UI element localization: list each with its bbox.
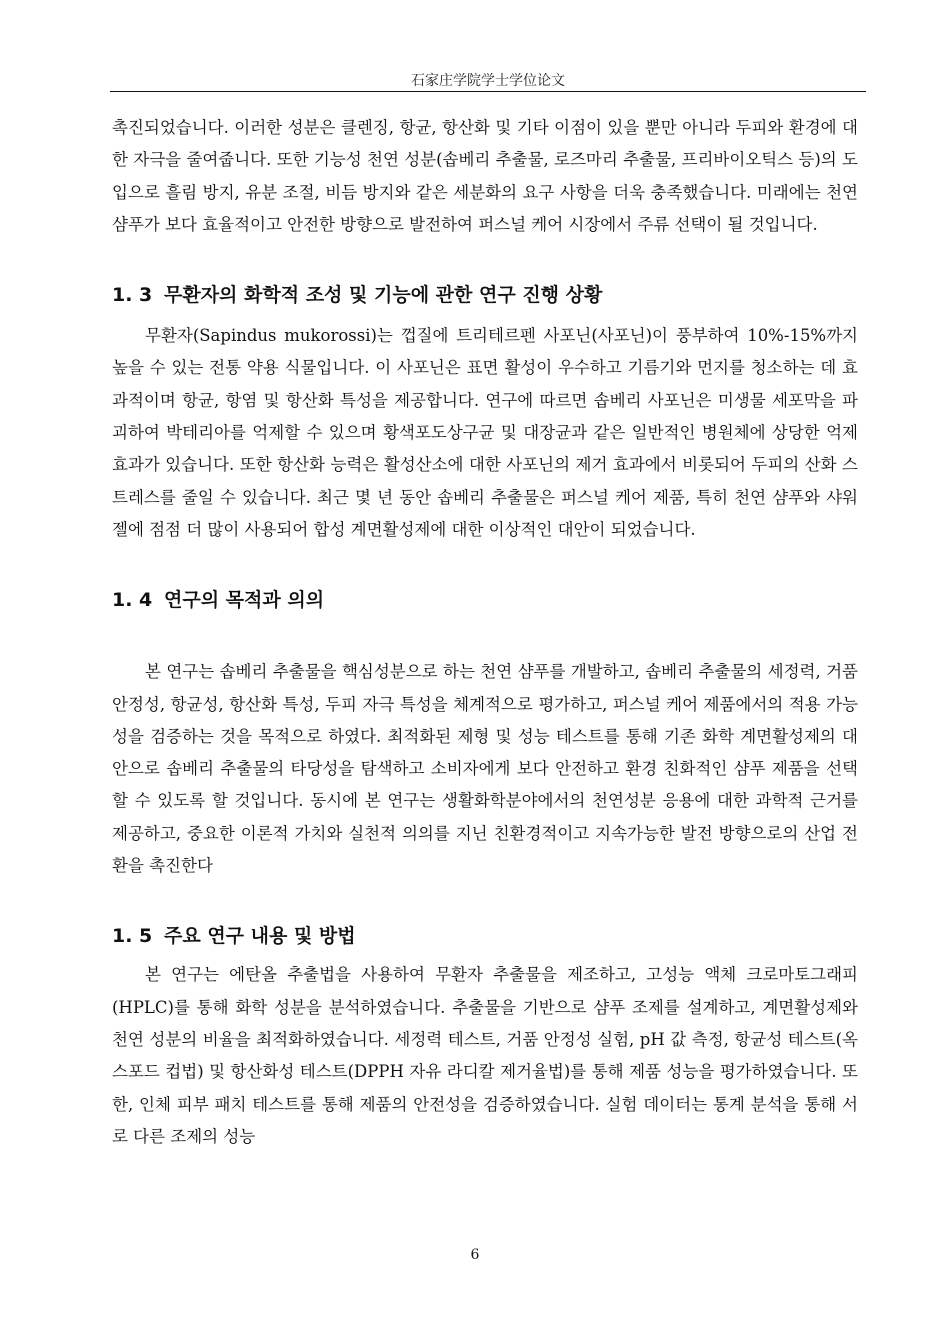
page-number: 6: [470, 1247, 480, 1263]
section-heading-1-5: [112, 920, 858, 952]
section-number: 1. 3: [112, 284, 153, 307]
section-heading-1-3: [112, 279, 858, 311]
section-paragraph-1-3: 무환자(Sapindus mukorossi)는 껍질에 트리테르펜 사포닌(사포닌)이 풍부하여 10%-15%까지 높을 수 있는 전통 약용 식물입니다. 이 사포닌은 표면 활성이 우수하고 기름기와 먼지를 청소하는 데 효과적이며 항균, 항염 및 항산화 특성을 제공합니다. 연구에 따르면 솝베리 사포닌은 미생물 세포막을 파괴하여 박테리아를 억제할 수 있으며 황색포도상구균 및 대장균과 같은 일반적인 병원체에 상당한 억제 효과가 있습니다. 또한 항산화 능력은 활성산소에 대한 사포닌의 제거 효과에서 비롯되어 두피의 산화 스트레스를 줄일 수 있습니다. 최근 몇 년 동안 솝베리 추출물은 퍼스널 케어 제품, 특히 천연 샴푸와 샤워 젤에 점점 더 많이 사용되어 합성 계면활성제에 대한 이상적인 대안이 되었습니다.: [112, 326, 859, 539]
section-title: 주요 연구 내용 및 방법: [164, 925, 356, 948]
section-paragraph-1-4: 본 연구는 솝베리 추출물을 핵심성분으로 하는 천연 샴푸를 개발하고, 솝베리 추출물의 세정력, 거품 안정성, 항균성, 항산화 특성, 두피 자극 특성을 체계적으로 평가하고, 퍼스널 케어 제품에서의 적용 가능성을 검증하는 것을 목적으로 하였다. 최적화된 제형 및 성능 테스트를 통해 기존 화학 계면활성제의 대안으로 솝베리 추출물의 타당성을 탐색하고 소비자에게 보다 안전하고 환경 친화적인 샴푸 제품을 선택할 수 있도록 할 것입니다. 동시에 본 연구는 생활화학분야에서의 천연성분 응용에 대한 과학적 근거를 제공하고, 중요한 이론적 가치와 실천적 의의를 지닌 친환경적이고 지속가능한 발전 방향으로의 산업 전환을 촉진한다: [112, 662, 859, 876]
section-number: 1. 4: [112, 589, 153, 612]
section-heading-1-4: [112, 584, 858, 616]
section-title: 무환자의 화학적 조성 및 기능에 관한 연구 진행 상황: [164, 284, 603, 307]
section-paragraph-1-5: 본 연구는 에탄올 추출법을 사용하여 무환자 추출물을 제조하고, 고성능 액체 크로마토그래피(HPLC)를 통해 화학 성분을 분석하였습니다. 추출물을 기반으로 샴푸 조제를 설계하고, 계면활성제와 천연 성분의 비율을 최적화하였습니다. 세정력 테스트, 거품 안정성 실험, pH 값 측정, 항균성 테스트(옥스포드 컵법) 및 항산화성 테스트(DPPH 자유 라디칼 제거율법)를 통해 제품 성능을 평가하였습니다. 또한, 인체 피부 패치 테스트를 통해 제품의 안전성을 검증하였습니다. 실험 데이터는 통계 분석을 통해 서로 다른 조제의 성능: [112, 965, 858, 1146]
intro-paragraph: 촉진되었습니다. 이러한 성분은 클렌징, 항균, 항산화 및 기타 이점이 있을 뿐만 아니라 두피와 환경에 대한 자극을 줄여줍니다. 또한 기능성 천연 성분(솝베리 추출물, 로즈마리 추출물, 프리바이오틱스 등)의 도입으로 흘림 방지, 유분 조절, 비듬 방지와 같은 세분화의 요구 사항을 더욱 충족했습니다. 미래에는 천연 샴푸가 보다 효율적이고 안전한 방향으로 발전하여 퍼스널 케어 시장에서 주류 선택이 될 것입니다.: [112, 118, 858, 234]
section-title: 연구의 목적과 의의: [164, 589, 325, 612]
section-number: 1. 5: [112, 925, 153, 948]
page-body: [112, 112, 858, 1153]
running-header: 石家庄学院学士学位论文: [411, 73, 565, 89]
header-rule: [110, 91, 866, 92]
